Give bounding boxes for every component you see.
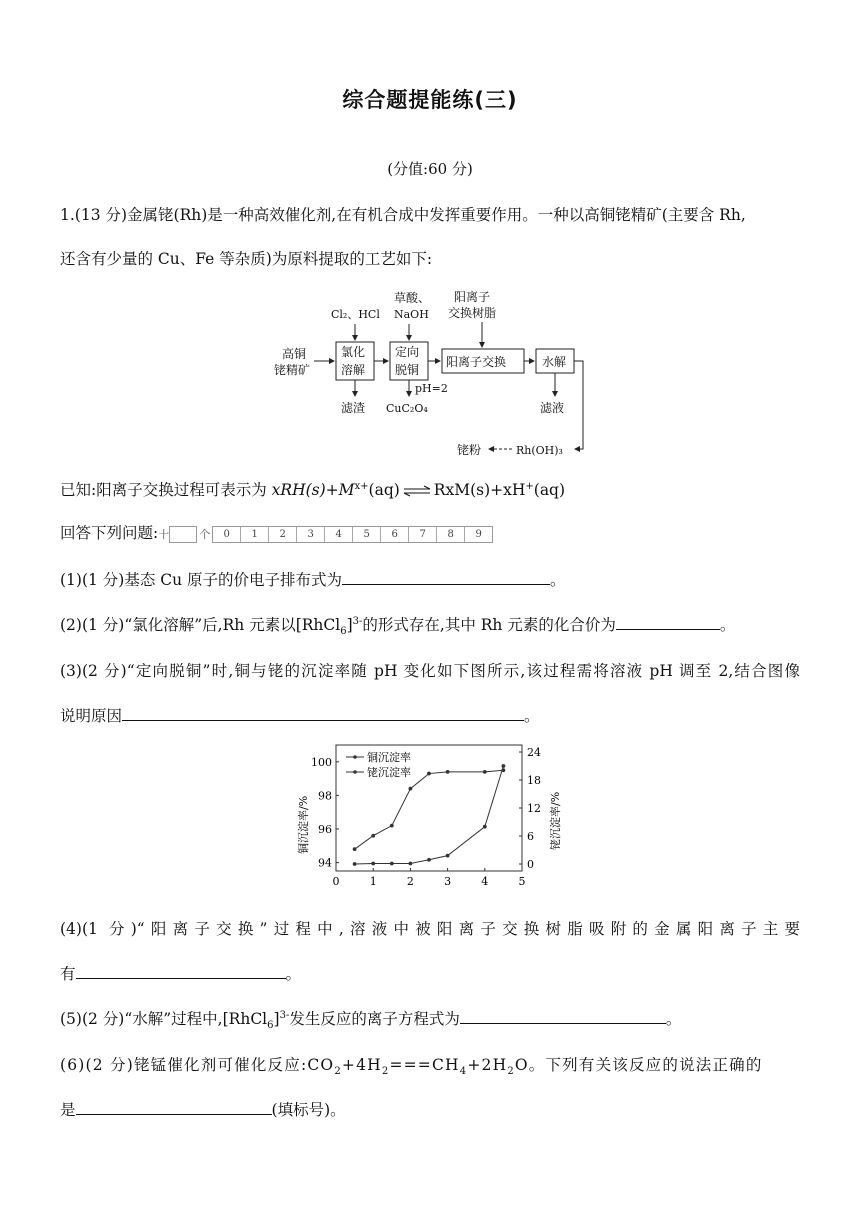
digit-box[interactable]: 4 [325,527,353,542]
flow-ph: pH=2 [415,382,448,395]
question-6-sub: 2 [507,1066,515,1078]
chart-legend [346,750,411,779]
flow-hydroxide: Rh(OH)₃ [516,444,563,457]
y-left-tick-label: 96 [318,823,332,836]
flow-box1-label-a: 氯化 [341,345,366,359]
flow-raw-1: 高铜 [282,347,307,361]
data-point-series-0 [446,770,450,774]
question-6-text-d: +2H [467,1056,508,1074]
question-6-text-c: ===CH [389,1056,460,1074]
answer-blank-5[interactable] [460,1008,666,1024]
question-4-line1: (4)(1 分)“阳离子交换”过程中,溶液中被阳离子交换树脂吸附的金属阳离子主要 [60,920,800,938]
process-flow-diagram [270,288,600,460]
question-5: (5)(2 分)“水解”过程中,[RhCl$_6$]$^{3-}$发生反应的离子方程式为 。 [60,1009,682,1032]
data-point-series-0 [427,772,431,776]
data-point-series-1 [353,862,357,866]
known-eq-right: RxM(s)+xH [433,481,526,499]
x-tick-label: 2 [406,875,414,888]
y-right-tick-label: 18 [527,774,541,787]
answer-blank-4[interactable] [76,963,286,979]
digit-box[interactable]: 3 [297,527,325,542]
q1-intro-line2: 还含有少量的 Cu、Fe 等杂质)为原料提取的工艺如下: [60,250,433,268]
question-3-text-b: 说明原因 [60,707,123,725]
y-right-tick-label: 0 [527,858,534,871]
question-6-sub: 4 [459,1066,468,1078]
question-1-text: (1)(1 分)基态 Cu 原子的价电子排布式为 [60,571,343,589]
data-point-series-0 [371,834,375,838]
x-tick-label: 1 [369,875,377,888]
data-point-series-1 [390,862,394,866]
x-tick-label: 5 [518,875,526,888]
score-label: (分值:60 分) [387,160,473,178]
x-tick-label: 0 [332,875,340,888]
question-2-text-a: (2)(1 分)“氯化溶解”后,Rh 元素以[RhCl [60,616,341,634]
flow-product: 铑粉 [457,443,482,457]
q1-intro-line1: 1.(13 分)金属铑(Rh)是一种高效催化剂,在有机合成中发挥重要作用。一种以高铜铑精矿(主要含 Rh, [60,206,746,224]
digit-box[interactable]: 8 [437,527,465,542]
answer-blank-6[interactable] [76,1099,272,1115]
tens-box[interactable] [169,526,197,543]
legend-entry-rhodium: 铑沉淀率 [367,766,411,779]
data-point-series-1 [483,825,487,829]
flow-reagent-2a: 草酸、 [394,291,431,305]
flow-waste-3: 滤液 [540,401,565,415]
series-line-0 [355,770,504,849]
period: 。 [719,616,736,634]
question-4-text-b: 有 [60,965,76,983]
question-6-line1 [60,1053,800,1077]
flow-box2-label-a: 定向 [395,345,420,359]
data-point-series-0 [390,824,394,828]
question-6-text-f: 是 [60,1101,76,1119]
period: 。 [524,707,540,725]
question-2-sup: 3- [352,615,363,627]
answer-prompt [60,521,800,543]
units-label: 个 [199,528,211,541]
digit-box[interactable]: 0 [213,527,241,542]
data-point-series-1 [409,862,413,866]
known-eq-left-end: (aq) [368,481,400,499]
precipitation-rate-chart [288,740,578,900]
data-point-series-0 [409,787,413,791]
question-2-text-b: 的形式存在,其中 Rh 元素的化合价为 [362,616,616,634]
period: 。 [550,571,566,589]
flow-reagent-2b: NaOH [394,308,429,321]
question-5-text-b: 发生反应的离子方程式为 [289,1010,460,1028]
known-prefix: 已知:阳离子交换过程可表示为 [60,481,272,499]
question-6-sub: 2 [334,1066,342,1078]
flow-box4-label: 水解 [542,355,567,369]
digit-box[interactable]: 9 [475,528,482,540]
known-eq-left: xRH(s)+M [271,481,355,499]
flow-box1-label-b: 溶解 [341,363,366,377]
answer-blank-1[interactable] [342,569,550,585]
question-6-text-e: O。下列有关该反应的说法正确的 [514,1056,763,1074]
x-tick-label: 4 [481,875,489,888]
digit-box[interactable]: 2 [269,527,297,542]
flow-waste-2: CuC₂O₄ [386,402,428,415]
y-right-tick-label: 6 [527,830,534,843]
data-point-series-0 [483,770,487,774]
flow-reagent-3a: 阳离子 [454,290,491,304]
answer-blank-3[interactable] [122,705,524,721]
flow-reagent-1: Cl₂、HCl [331,308,380,321]
y-left-tick-label: 98 [318,789,332,803]
known-info [60,478,800,500]
question-5-sup: 3- [279,1009,290,1021]
question-3-line1: (3)(2 分)“定向脱铜”时,铜与铑的沉淀率随 pH 变化如下图所示,该过程需将溶液 pH 调至 2,结合图像 [60,662,800,680]
known-eq-right-sup: + [525,480,534,492]
answer-prefix: 回答下列问题: [60,524,159,542]
y-right-tick-label: 12 [527,802,541,815]
answer-blank-2[interactable] [616,614,720,630]
data-point-series-1 [502,764,506,768]
known-eq-left-sup: x+ [354,480,369,492]
y-axis-label-left: 铜沉淀率/% [297,795,310,854]
y-right-tick-label: 24 [527,746,541,759]
flow-reagent-3b: 交换树脂 [448,306,497,320]
period: 。 [665,1010,682,1028]
question-6-text-b: +4H [341,1056,382,1074]
chart-plot-frame [336,745,522,871]
question-5-text-a: (5)(2 分)“水解”过程中,[RhCl [60,1010,268,1028]
digit-box[interactable]: 5 [353,527,381,542]
x-tick-label: 3 [444,875,452,888]
flow-raw-2: 铑精矿 [274,363,311,377]
y-left-tick-label: 100 [311,755,332,769]
known-eq-right-end: (aq) [533,481,566,499]
digit-box[interactable]: 6 [381,527,409,542]
question-6-sub: 2 [381,1066,390,1078]
question-6-text-g: (填标号)。 [271,1101,346,1119]
data-point-series-1 [427,858,431,862]
series-line-1 [355,766,504,864]
y-axis-label-right: 铑沉淀率/% [549,791,562,850]
question-3-line2 [60,704,800,726]
digit-boxes[interactable] [212,526,493,543]
question-4-line2 [60,962,800,984]
equilibrium-arrow-icon [402,485,432,497]
page-title: 综合题提能练(三) [342,88,518,112]
digit-box[interactable]: 1 [241,527,269,542]
tens-label: 十 [158,528,170,541]
digit-box[interactable]: 7 [409,527,437,542]
question-5-sub: 6 [267,1020,274,1032]
question-1 [60,568,800,590]
question-2: (2)(1 分)“氯化溶解”后,Rh 元素以[RhCl$_6$]$^{3-}$的形式存在,其中 Rh 元素的化合价为 。 [60,615,736,638]
legend-entry-copper: 铜沉淀率 [367,751,411,764]
flow-waste-1: 滤渣 [341,401,366,415]
y-left-tick-label: 94 [318,856,332,870]
period: 。 [285,965,302,983]
question-6-line2 [60,1098,800,1120]
question-2-sub: 6 [340,626,347,638]
data-point-series-1 [371,862,375,866]
question-6-text-a: (6)(2 分)铑锰催化剂可催化反应:CO [60,1056,335,1074]
flow-box2-label-b: 脱铜 [395,363,420,377]
data-point-series-0 [353,847,357,851]
flow-box3-label: 阳离子交换 [446,355,507,369]
data-point-series-1 [446,854,450,858]
